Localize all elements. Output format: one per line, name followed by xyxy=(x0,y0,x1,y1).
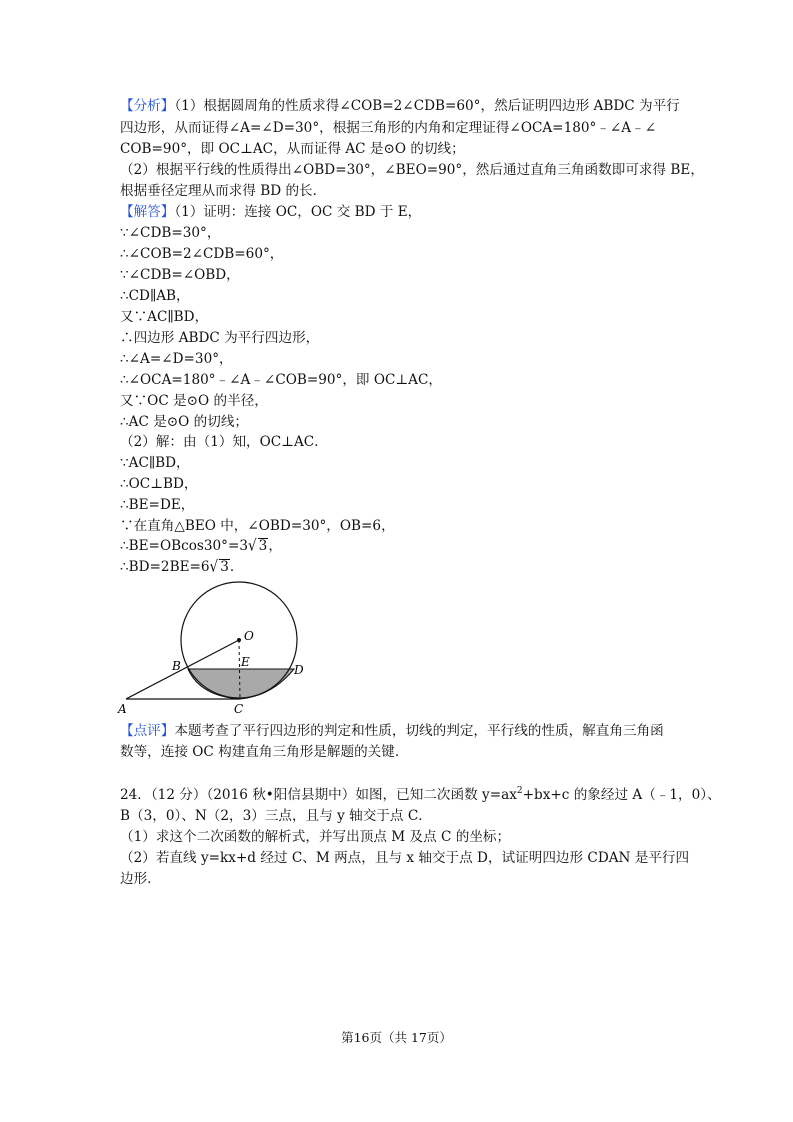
solution-be-line: ∴BE=OBcos30°=3√ 3， xyxy=(120,536,282,556)
solution-step: ∵∠CDB=30°， xyxy=(120,225,221,241)
label-o: O xyxy=(244,629,254,643)
label-b: B xyxy=(172,659,181,673)
analysis-line-4: （2）根据平行线的性质得出∠OBD=30°，∠BEO=90°，然后通过直角三角函数即可求得 BE， xyxy=(120,162,704,178)
solution-line-first: 【解答】（1）证明：连接 OC，OC 交 BD 于 E， xyxy=(120,204,422,220)
label-c: C xyxy=(234,702,244,716)
analysis-line-5: 根据垂径定理从而求得 BD 的长． xyxy=(120,183,327,199)
analysis-line-1: 【分析】（1）根据圆周角的性质求得∠COB=2∠CDB=60°，然后证明四边形 ABDC 为平行 xyxy=(120,98,680,114)
solution-step: ∵∠CDB=∠OBD， xyxy=(120,267,240,283)
q24-line-5: 边形． xyxy=(120,871,161,887)
solution-step: ∵在直角△BEO 中，∠OBD=30°，OB=6， xyxy=(120,518,395,534)
sqrt-symbol: √ 3 xyxy=(209,557,229,577)
analysis-tag: 【分析】 xyxy=(120,98,175,114)
q24-line-3: （1）求这个二次函数的解析式，并写出顶点 M 及点 C 的坐标； xyxy=(120,829,511,845)
q24-line-4: （2）若直线 y=kx+d 经过 C、M 两点，且与 x 轴交于点 D，试证明四边形 CDAN 是平行四 xyxy=(120,850,690,866)
solution-step: ∴四边形 ABDC 为平行四边形， xyxy=(120,330,320,346)
comment-tag: 【点评】 xyxy=(120,723,175,739)
q24-line-1: 24．（12 分）（2016 秋•阳信县期中）如图，已知二次函数 $y=ax^2+bx+c$ 的象经过 A（﹣1，0）、 xyxy=(120,786,721,803)
solution-bd-line: ∴BD=2BE=6√ 3． xyxy=(120,557,244,577)
label-d: D xyxy=(294,663,304,677)
solution-tag: 【解答】 xyxy=(120,204,175,220)
solution-step: ∴CD∥AB， xyxy=(120,288,190,304)
center-point xyxy=(237,638,241,642)
solution-step: 又∵AC∥BD， xyxy=(120,309,209,325)
solution-step: ∴∠COB=2∠CDB=60°， xyxy=(120,246,284,262)
geometry-figure xyxy=(110,578,320,716)
label-a: A xyxy=(118,702,127,716)
comment-line-1: 【点评】本题考查了平行四边形的判定和性质，切线的判定，平行线的性质，解直角三角函 xyxy=(120,723,664,739)
page-footer: 第16页（共 17页） xyxy=(341,1030,452,1045)
label-e: E xyxy=(241,655,250,669)
solution-step: 又∵OC 是⊙O 的半径， xyxy=(120,393,268,409)
shaded-segment xyxy=(188,669,294,699)
solution-step: ∴BE=DE， xyxy=(120,497,195,513)
solution-step: ∴∠OCA=180°﹣∠A﹣∠COB=90°，即 OC⊥AC， xyxy=(120,372,442,388)
comment-line-2: 数等，连接 OC 构建直角三角形是解题的关键． xyxy=(120,744,409,760)
solution-step: （2）解：由（1）知，OC⊥AC． xyxy=(120,434,328,450)
solution-step: ∴OC⊥BD， xyxy=(120,476,198,492)
sqrt-symbol: √ 3 xyxy=(248,536,268,556)
analysis-line-2: 四边形，从而证得∠A=∠D=30°，根据三角形的内角和定理证得∠OCA=180°﹣∠A﹣∠ xyxy=(120,120,657,136)
solution-step: ∴AC 是⊙O 的切线； xyxy=(120,414,249,430)
solution-step: ∴∠A=∠D=30°， xyxy=(120,351,233,367)
q24-line-2: B（3，0）、N（2，3）三点，且与 y 轴交于点 C． xyxy=(120,808,432,824)
analysis-line-3: COB=90°，即 OC⊥AC，从而证得 AC 是⊙O 的切线； xyxy=(120,141,465,157)
solution-step: ∵AC∥BD， xyxy=(120,455,190,471)
